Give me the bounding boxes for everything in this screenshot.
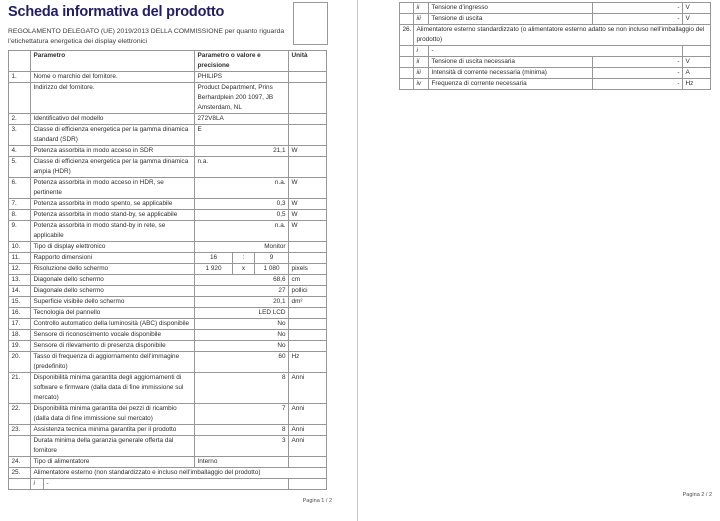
roman-cell: ii	[414, 3, 429, 14]
param-cell: Diagonale dello schermo	[31, 286, 195, 297]
table-header-row	[9, 51, 327, 72]
row-num-cell: 7.	[9, 199, 31, 210]
unit-cell	[683, 46, 711, 57]
param-cell: Potenza assorbita in modo stand-by, se applicabile	[31, 210, 195, 221]
unit-cell: W	[289, 178, 327, 199]
param-cell: Sensore di rilevamento di presenza disponibile	[31, 341, 195, 352]
table-row	[400, 3, 711, 14]
param-cell: Tensione d’ingresso	[429, 3, 593, 14]
table-row	[9, 242, 327, 253]
param-cell: Potenza assorbita in modo acceso in SDR	[31, 146, 195, 157]
page2-footer: Pagina 2 / 2	[682, 492, 712, 498]
row-num-cell	[9, 479, 31, 490]
roman-cell: ii	[414, 57, 429, 68]
value-cell: No	[195, 341, 289, 352]
value-sub-cell: :	[233, 253, 255, 264]
value-cell: -	[593, 68, 683, 79]
table-row	[9, 264, 327, 275]
param-cell: Potenza assorbita in modo stand-by in rete, se applicabile	[31, 221, 195, 242]
unit-cell: W	[289, 210, 327, 221]
row-num-cell: 21.	[9, 373, 31, 404]
unit-cell: W	[289, 146, 327, 157]
unit-cell: V	[683, 57, 711, 68]
param-cell: Tensione di uscita necessaria	[429, 57, 593, 68]
param-cell: Sensore di riconoscimento vocale disponibile	[31, 330, 195, 341]
row-num-cell: 10.	[9, 242, 31, 253]
row-num-cell	[400, 3, 414, 14]
table-row	[400, 57, 711, 68]
value-cell: E	[195, 125, 289, 146]
param-cell: Nome o marchio del fornitore.	[31, 72, 195, 83]
row-num-cell: 5.	[9, 157, 31, 178]
row-num-cell: 13.	[9, 275, 31, 286]
param-cell: Identificativo del modello	[31, 114, 195, 125]
value-cell: Product Department, Prins Berhardplein 200 1097, JB Amsterdam, NL	[195, 83, 289, 114]
product-fiche-table-page2	[399, 2, 711, 90]
table-row	[9, 308, 327, 319]
row-num-cell: 18.	[9, 330, 31, 341]
unit-cell: pollici	[289, 286, 327, 297]
unit-cell: W	[289, 199, 327, 210]
table-row	[9, 479, 327, 490]
table-row	[9, 199, 327, 210]
unit-cell: V	[683, 14, 711, 25]
value-cell: LED LCD	[195, 308, 289, 319]
unit-cell: V	[683, 3, 711, 14]
unit-cell: Anni	[289, 373, 327, 404]
sub-value-cell: -	[44, 479, 289, 490]
header-num-cell	[9, 51, 31, 72]
row-num-cell: 26.	[400, 25, 414, 46]
param-cell: Indirizzo del fornitore.	[31, 83, 195, 114]
table-row	[9, 297, 327, 308]
value-cell: PHILIPS	[195, 72, 289, 83]
param-cell: Diagonale dello schermo	[31, 275, 195, 286]
unit-cell	[289, 308, 327, 319]
unit-cell	[289, 83, 327, 114]
value-cell: Interno	[195, 457, 289, 468]
value-cell: No	[195, 319, 289, 330]
unit-cell	[289, 479, 327, 490]
value-sub-cell: 1 920	[195, 264, 233, 275]
unit-cell	[289, 253, 327, 264]
unit-cell: dm²	[289, 297, 327, 308]
value-sub-cell: 1 080	[255, 264, 289, 275]
value-cell: Monitor	[195, 242, 289, 253]
unit-cell	[289, 330, 327, 341]
unit-cell	[289, 457, 327, 468]
row-num-cell: 19.	[9, 341, 31, 352]
value-cell: -	[593, 14, 683, 25]
param-cell: Controllo automatico della luminosità (ABC) disponibile	[31, 319, 195, 330]
value-cell: 7	[195, 404, 289, 425]
param-cell: Tensione di uscita	[429, 14, 593, 25]
roman-cell: iii	[414, 14, 429, 25]
table-row	[9, 125, 327, 146]
table-row	[9, 341, 327, 352]
roman-cell: i	[31, 479, 44, 490]
label-placeholder-box	[293, 2, 328, 45]
unit-cell: Hz	[683, 79, 711, 90]
value-cell: 27	[195, 286, 289, 297]
table-row	[9, 404, 327, 425]
value-cell: 68,6	[195, 275, 289, 286]
table-row	[9, 457, 327, 468]
value-cell: 8	[195, 425, 289, 436]
unit-cell: W	[289, 221, 327, 242]
table-row	[9, 436, 327, 457]
table-row	[400, 68, 711, 79]
unit-cell	[289, 125, 327, 146]
roman-cell: i	[414, 46, 429, 57]
value-sub-cell: x	[233, 264, 255, 275]
row-num-cell	[400, 46, 414, 57]
row-num-cell: 4.	[9, 146, 31, 157]
header-unit: Unità	[289, 51, 327, 72]
row-num-cell: 6.	[9, 178, 31, 199]
table-row	[9, 157, 327, 178]
table-row	[9, 178, 327, 199]
value-cell: n.a.	[195, 221, 289, 242]
param-cell: Frequenza di corrente necessaria	[429, 79, 593, 90]
value-sub-cell: 16	[195, 253, 233, 264]
table-row	[9, 210, 327, 221]
row-num-cell: 20.	[9, 352, 31, 373]
span-text-cell: Alimentatore esterno standardizzato (o alimentatore esterno adatto se non incluso nell’imballaggio del prodotto)	[414, 25, 711, 46]
value-cell: 0,3	[195, 199, 289, 210]
value-cell: -	[593, 3, 683, 14]
unit-cell: pixels	[289, 264, 327, 275]
table-row	[9, 425, 327, 436]
row-num-cell: 2.	[9, 114, 31, 125]
value-cell: No	[195, 330, 289, 341]
param-cell: Intensità di corrente necessaria (minima)	[429, 68, 593, 79]
regulation-subtitle: REGOLAMENTO DELEGATO (UE) 2019/2013 DELLA COMMISSIONE per quanto riguarda l’etichettatura energetica dei display elettronici	[8, 28, 285, 45]
row-num-cell: 3.	[9, 125, 31, 146]
row-num-cell: 1.	[9, 72, 31, 83]
table-row	[400, 25, 711, 46]
param-cell: Risoluzione dello schermo	[31, 264, 195, 275]
row-num-cell: 16.	[9, 308, 31, 319]
param-cell: Rapporto dimensioni	[31, 253, 195, 264]
table-row	[9, 330, 327, 341]
value-cell: n.a.	[195, 178, 289, 199]
table-row	[9, 146, 327, 157]
header-parameter: Parametro	[31, 51, 195, 72]
table-row	[9, 373, 327, 404]
value-cell: 8	[195, 373, 289, 404]
param-cell: Durata minima della garanzia generale offerta dal fornitore	[31, 436, 195, 457]
row-num-cell	[9, 83, 31, 114]
sub-value-cell: -	[429, 46, 683, 57]
param-cell: Classe di efficienza energetica per la gamma dinamica standard (SDR)	[31, 125, 195, 146]
unit-cell: A	[683, 68, 711, 79]
param-cell: Potenza assorbita in modo spento, se applicabile	[31, 199, 195, 210]
page-title: Scheda informativa del prodotto	[8, 4, 225, 20]
unit-cell	[289, 319, 327, 330]
table-row	[9, 221, 327, 242]
param-cell: Tecnologia del pannello	[31, 308, 195, 319]
row-num-cell: 22.	[9, 404, 31, 425]
unit-cell: Anni	[289, 436, 327, 457]
unit-cell	[289, 341, 327, 352]
param-cell: Assistenza tecnica minima garantita per il prodotto	[31, 425, 195, 436]
table-row	[9, 286, 327, 297]
header-value: Parametro o valore e precisione	[195, 51, 289, 72]
page1-footer: Pagina 1 / 2	[302, 498, 332, 504]
param-cell: Tipo di display elettronico	[31, 242, 195, 253]
param-cell: Superficie visibile dello schermo	[31, 297, 195, 308]
value-cell: 20,1	[195, 297, 289, 308]
table-row	[9, 72, 327, 83]
param-cell: Potenza assorbita in modo acceso in HDR, se pertinente	[31, 178, 195, 199]
row-num-cell: 23.	[9, 425, 31, 436]
value-sub-cell: 9	[255, 253, 289, 264]
row-num-cell	[400, 68, 414, 79]
row-num-cell: 17.	[9, 319, 31, 330]
row-num-cell: 9.	[9, 221, 31, 242]
param-cell: Disponibilità minima garantita dei pezzi di ricambio (dalla data di fine immissione sul mercato)	[31, 404, 195, 425]
unit-cell: Hz	[289, 352, 327, 373]
param-cell: Disponibilità minima garantita degli aggiornamenti di software e firmware (dalla data di fine immissione sul mercato)	[31, 373, 195, 404]
row-num-cell	[9, 436, 31, 457]
value-cell: -	[593, 57, 683, 68]
table-row	[400, 14, 711, 25]
value-cell: 21,1	[195, 146, 289, 157]
param-cell: Tipo di alimentatore	[31, 457, 195, 468]
value-cell: 0,5	[195, 210, 289, 221]
row-num-cell: 12.	[9, 264, 31, 275]
row-num-cell: 11.	[9, 253, 31, 264]
unit-cell: Anni	[289, 425, 327, 436]
table-row	[9, 83, 327, 114]
value-cell: n.a.	[195, 157, 289, 178]
unit-cell: cm	[289, 275, 327, 286]
value-cell: 272V8LA	[195, 114, 289, 125]
param-cell: Tasso di frequenza di aggiornamento dell’immagine (predefinito)	[31, 352, 195, 373]
row-num-cell: 25.	[9, 468, 31, 479]
table-row	[9, 114, 327, 125]
row-num-cell	[400, 79, 414, 90]
row-num-cell	[400, 57, 414, 68]
table-row	[400, 46, 711, 57]
page-divider	[357, 0, 358, 521]
value-cell: -	[593, 79, 683, 90]
row-num-cell	[400, 14, 414, 25]
value-cell: 3	[195, 436, 289, 457]
table-row	[400, 79, 711, 90]
table-row	[9, 352, 327, 373]
unit-cell: Anni	[289, 404, 327, 425]
table-row	[9, 275, 327, 286]
span-text-cell: Alimentatore esterno (non standardizzato e incluso nell’imballaggio del prodotto)	[31, 468, 327, 479]
roman-cell: iii	[414, 68, 429, 79]
product-fiche-table-page1	[8, 50, 327, 490]
row-num-cell: 15.	[9, 297, 31, 308]
param-cell: Classe di efficienza energetica per la gamma dinamica ampia (HDR)	[31, 157, 195, 178]
unit-cell	[289, 242, 327, 253]
row-num-cell: 8.	[9, 210, 31, 221]
unit-cell	[289, 72, 327, 83]
value-cell: 60	[195, 352, 289, 373]
table-row	[9, 468, 327, 479]
row-num-cell: 14.	[9, 286, 31, 297]
row-num-cell: 24.	[9, 457, 31, 468]
unit-cell	[289, 157, 327, 178]
unit-cell	[289, 114, 327, 125]
table-row	[9, 319, 327, 330]
table-row	[9, 253, 327, 264]
roman-cell: iv	[414, 79, 429, 90]
